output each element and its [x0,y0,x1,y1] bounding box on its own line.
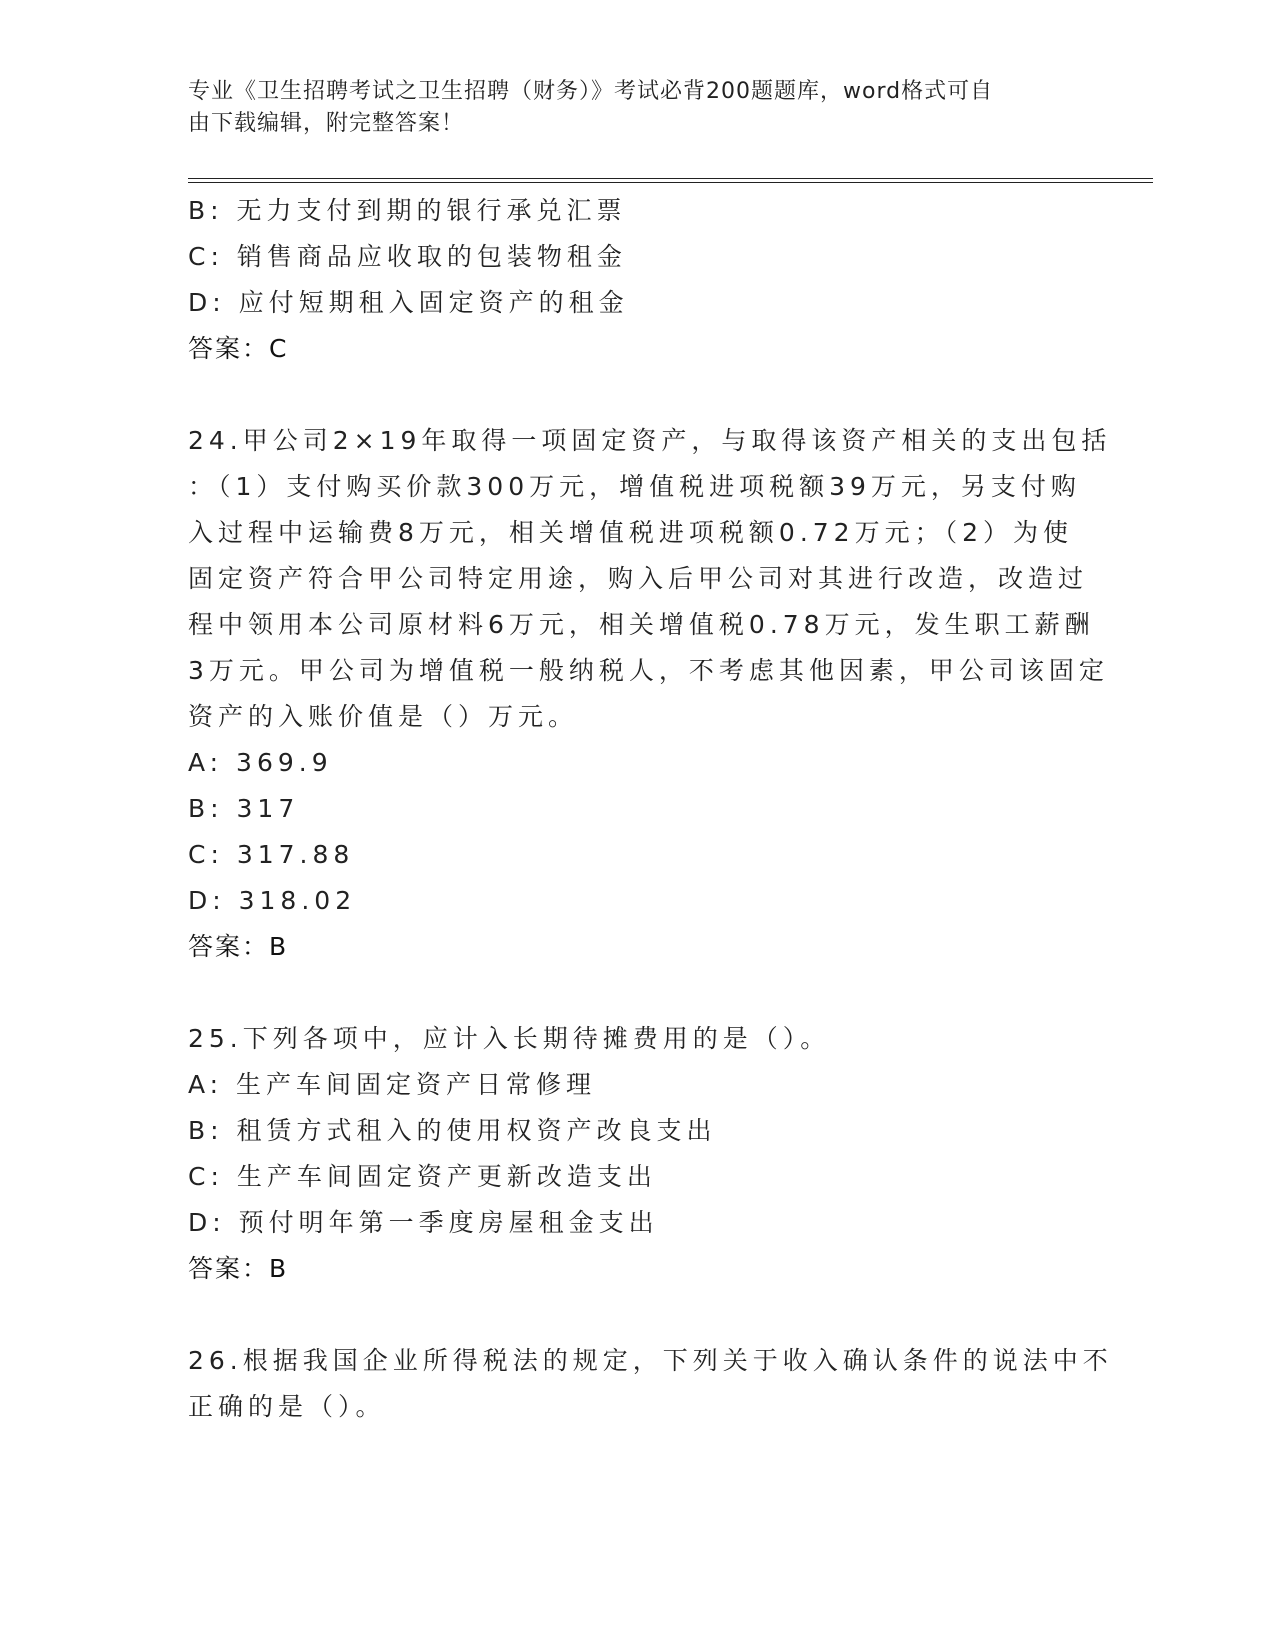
header-divider [188,178,1153,183]
spacer [188,372,1088,418]
question-text-line: 24.甲公司2×19年取得一项固定资产，与取得该资产相关的支出包括 [188,426,1112,455]
option-b: B: 317 [188,794,300,823]
option-b: B: 无力支付到期的银行承兑汇票 [188,196,627,225]
answer: 答案：B [188,932,289,961]
question-text-line: 入过程中运输费8万元，相关增值税进项税额0.72万元；（2）为使 [188,518,1073,547]
option-d: D: 预付明年第一季度房屋租金支出 [188,1208,659,1237]
question-text-line: 资产的入账价值是（）万元。 [188,702,579,731]
spacer [188,970,1088,1016]
spacer [188,1292,1088,1338]
option-a: A: 369.9 [188,748,333,777]
answer: 答案：B [188,1254,289,1283]
header-title-line-2: 由下载编辑，附完整答案！ [188,111,465,136]
answer: 答案：C [188,334,289,363]
question-text-line: 25.下列各项中，应计入长期待摊费用的是（）。 [188,1024,831,1053]
question-text-line: 正确的是（）。 [188,1392,386,1421]
question-text-line: 固定资产符合甲公司特定用途，购入后甲公司对其进行改造，改造过 [188,564,1089,593]
option-a: A: 生产车间固定资产日常修理 [188,1070,597,1099]
option-d: D: 318.02 [188,886,357,915]
option-d: D: 应付短期租入固定资产的租金 [188,288,629,317]
option-c: C: 317.88 [188,840,355,869]
question-25 [188,1016,1088,1292]
question-text-line: 3万元。甲公司为增值税一般纳税人，不考虑其他因素，甲公司该固定 [188,656,1109,685]
question-24 [188,418,1112,970]
question-text-line: 程中领用本公司原材料6万元，相关增值税0.78万元，发生职工薪酬 [188,610,1095,639]
page-header [188,76,1068,140]
question-text-line: ：（1）支付购买价款300万元，增值税进项税额39万元，另支付购 [188,472,1081,501]
question-text-line: 26.根据我国企业所得税法的规定，下列关于收入确认条件的说法中不 [188,1346,1113,1375]
question-content [188,188,1113,1430]
question-23 [188,188,1088,372]
option-c: C: 生产车间固定资产更新改造支出 [188,1162,657,1191]
header-title-line-1: 专业《卫生招聘考试之卫生招聘（财务）》考试必背200题题库，word格式可自 [188,79,994,104]
question-26 [188,1338,1113,1430]
option-c: C: 销售商品应收取的包装物租金 [188,242,627,271]
option-b: B: 租赁方式租入的使用权资产改良支出 [188,1116,717,1145]
